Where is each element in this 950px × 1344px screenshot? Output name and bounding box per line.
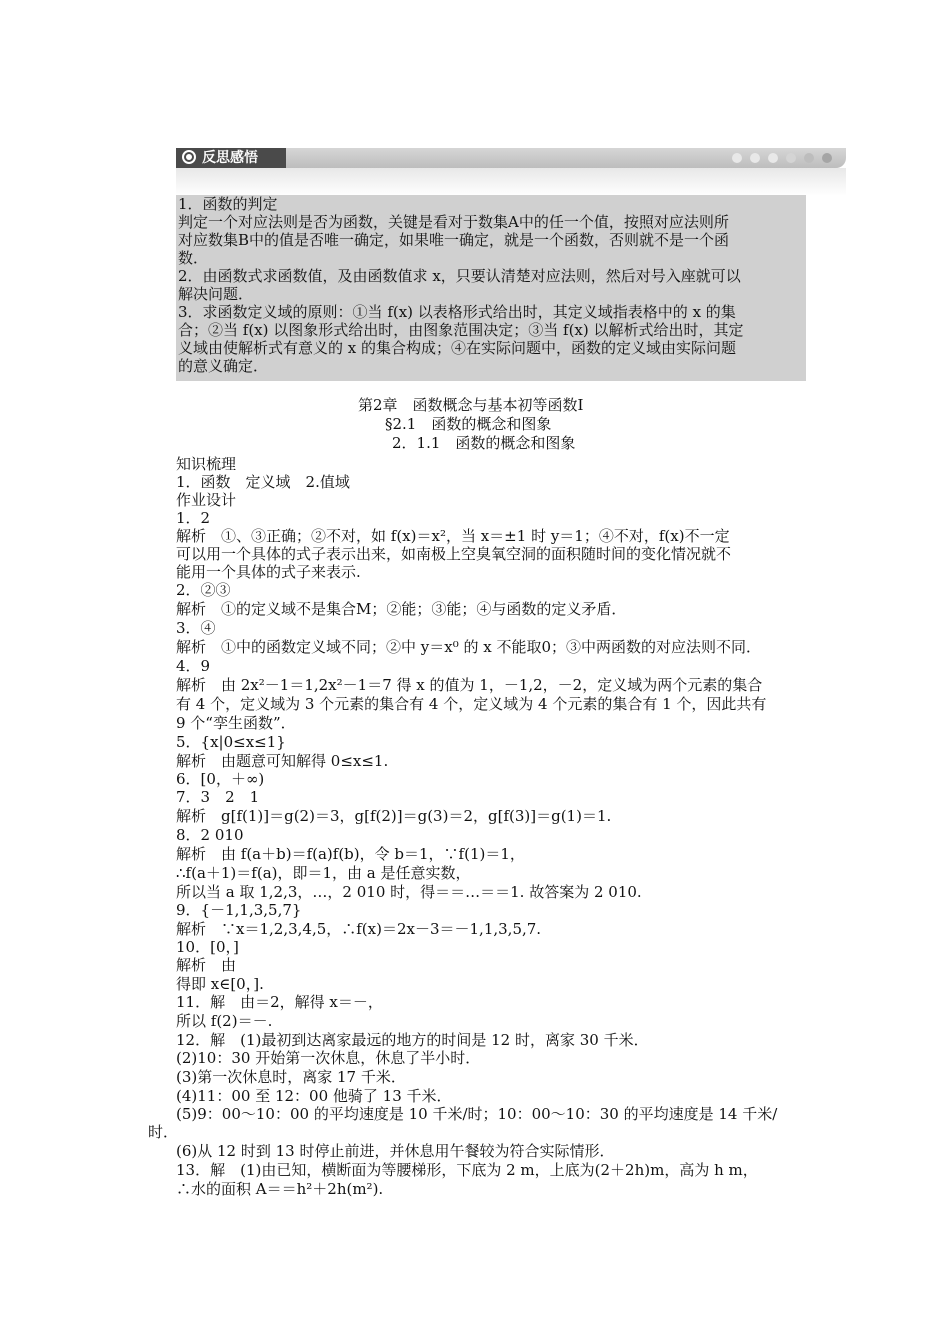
dot-icon (822, 153, 832, 163)
body-line: 解析 由 (176, 956, 237, 974)
banner-label: 反思感悟 (202, 150, 258, 166)
summary-line: 2．由函数式求函数值，及由函数值求 x，只要认清楚对应法则，然后对号入座就可以 (178, 267, 741, 285)
body-line: 能用一个具体的式子来表示. (176, 563, 361, 581)
body-line: 1．函数 定义域 2.值域 (176, 473, 350, 491)
summary-box (176, 195, 806, 381)
dot-icon (750, 153, 760, 163)
body-line: 11．解 由＝2，解得 x＝－， (176, 993, 383, 1011)
summary-line: 1．函数的判定 (178, 195, 278, 213)
body-line: 得即 x∈[0，]. (176, 975, 264, 993)
summary-line: 义域由使解析式有意义的 x 的集合构成；④在实际问题中，函数的定义域由实际问题 (178, 339, 736, 357)
summary-line: 的意义确定． (178, 357, 269, 375)
body-line: 解析 ①、③正确；②不对，如 f(x)＝x²，当 x＝±1 时 y＝1；④不对，f(x)不一定 (176, 527, 730, 545)
body-line: (4)11：00 至 12：00 他骑了 13 千米． (176, 1087, 452, 1105)
body-line: (2)10：30 开始第一次休息，休息了半小时． (176, 1049, 481, 1067)
body-line: 4．9 (176, 657, 211, 675)
summary-line: 数． (178, 249, 209, 267)
body-line: 解析 由题意可知解得 0≤x≤1. (176, 752, 389, 770)
body-line: 13．解 (1)由已知，横断面为等腰梯形，下底为 2 m，上底为(2＋2h)m，高为 h m， (176, 1161, 758, 1179)
body-line: 作业设计 (176, 491, 237, 509)
body-line: 时． (148, 1123, 179, 1141)
body-line: 所以 f(2)＝－. (176, 1012, 273, 1030)
body-line: 8．2 010 (176, 826, 244, 844)
dot-icon (804, 153, 814, 163)
body-line: 6．[0，＋∞) (176, 770, 265, 788)
body-line: (5)9：00～10：00 的平均速度是 10 千米/时；10：00～10：30 的平均速度是 14 千米/ (176, 1105, 778, 1123)
summary-line: 3．求函数定义域的原则：①当 f(x) 以表格形式给出时，其定义域指表格中的 x 的集 (178, 303, 736, 321)
banner-tab (176, 148, 286, 168)
body-line: 9．{－1,1,3,5,7} (176, 901, 302, 919)
section-banner (176, 148, 846, 168)
target-circle-icon (182, 150, 196, 164)
body-line: 可以用一个具体的式子表示出来，如南极上空臭氧空洞的面积随时间的变化情况就不 (176, 545, 732, 563)
dot-icon (786, 153, 796, 163)
subsection-title: 2．1.1 函数的概念和图象 (392, 434, 576, 452)
body-line: ∴水的面积 A＝＝h²＋2h(m²). (176, 1180, 384, 1198)
dot-icon (768, 153, 778, 163)
body-line: 解析 由 f(a＋b)＝f(a)f(b)，令 b＝1，∵f(1)＝1， (176, 845, 525, 863)
body-line: 解析 由 2x²－1＝1,2x²－1＝7 得 x 的值为 1，－1,2，－2，定义域为两个元素的集合 (176, 676, 763, 694)
summary-line: 合；②当 f(x) 以图象形式给出时，由图象范围决定；③当 f(x) 以解析式给出时，其定 (178, 321, 744, 339)
banner-shadow (176, 168, 846, 196)
body-line: 有 4 个，定义域为 3 个元素的集合有 4 个，定义域为 4 个元素的集合有 1 个，因此共有 (176, 695, 767, 713)
body-line: 所以当 a 取 1,2,3，…，2 010 时，得＝＝…＝＝1. 故答案为 2 010. (176, 883, 642, 901)
body-line: 7．3 2 1 (176, 788, 260, 806)
body-line: 9 个“孪生函数”． (176, 714, 296, 732)
dot-icon (732, 153, 742, 163)
body-line: (3)第一次休息时，离家 17 千米． (176, 1068, 406, 1086)
body-line: ∴f(a＋1)＝f(a)，即＝1，由 a 是任意实数， (176, 864, 471, 882)
summary-line: 对应数集B中的值是否唯一确定，如果唯一确定，就是一个函数，否则就不是一个函 (178, 231, 730, 249)
chapter-title: 第2章 函数概念与基本初等函数Ⅰ (358, 396, 584, 414)
body-line: 解析 ∵x＝1,2,3,4,5，∴f(x)＝2x－3＝－1,1,3,5,7. (176, 920, 542, 938)
body-line: 3．④ (176, 619, 216, 637)
section-title: §2.1 函数的概念和图象 (385, 415, 552, 433)
summary-line: 判定一个对应法则是否为函数，关键是看对于数集A中的任一个值，按照对应法则所 (178, 213, 729, 231)
body-line: (6)从 12 时到 13 时停止前进，并休息用午餐较为符合实际情形． (176, 1142, 615, 1160)
body-line: 1．2 (176, 509, 211, 527)
body-line: 2．②③ (176, 581, 231, 599)
body-line: 10．[0，] (176, 938, 239, 956)
body-line: 知识梳理 (176, 455, 237, 473)
body-line: 解析 g[f(1)]＝g(2)＝3，g[f(2)]＝g(3)＝2，g[f(3)]＝g(1)＝1. (176, 807, 612, 825)
body-line: 12．解 (1)最初到达离家最远的地方的时间是 12 时，离家 30 千米． (176, 1031, 649, 1049)
body-line: 5．{x|0≤x≤1} (176, 733, 286, 751)
body-line: 解析 ①的定义域不是集合M；②能；③能；④与函数的定义矛盾． (176, 600, 627, 618)
banner-dots (732, 153, 832, 163)
body-line: 解析 ①中的函数定义域不同；②中 y＝x⁰ 的 x 不能取0；③中两函数的对应法则不同． (176, 638, 762, 656)
summary-line: 解决问题． (178, 285, 254, 303)
